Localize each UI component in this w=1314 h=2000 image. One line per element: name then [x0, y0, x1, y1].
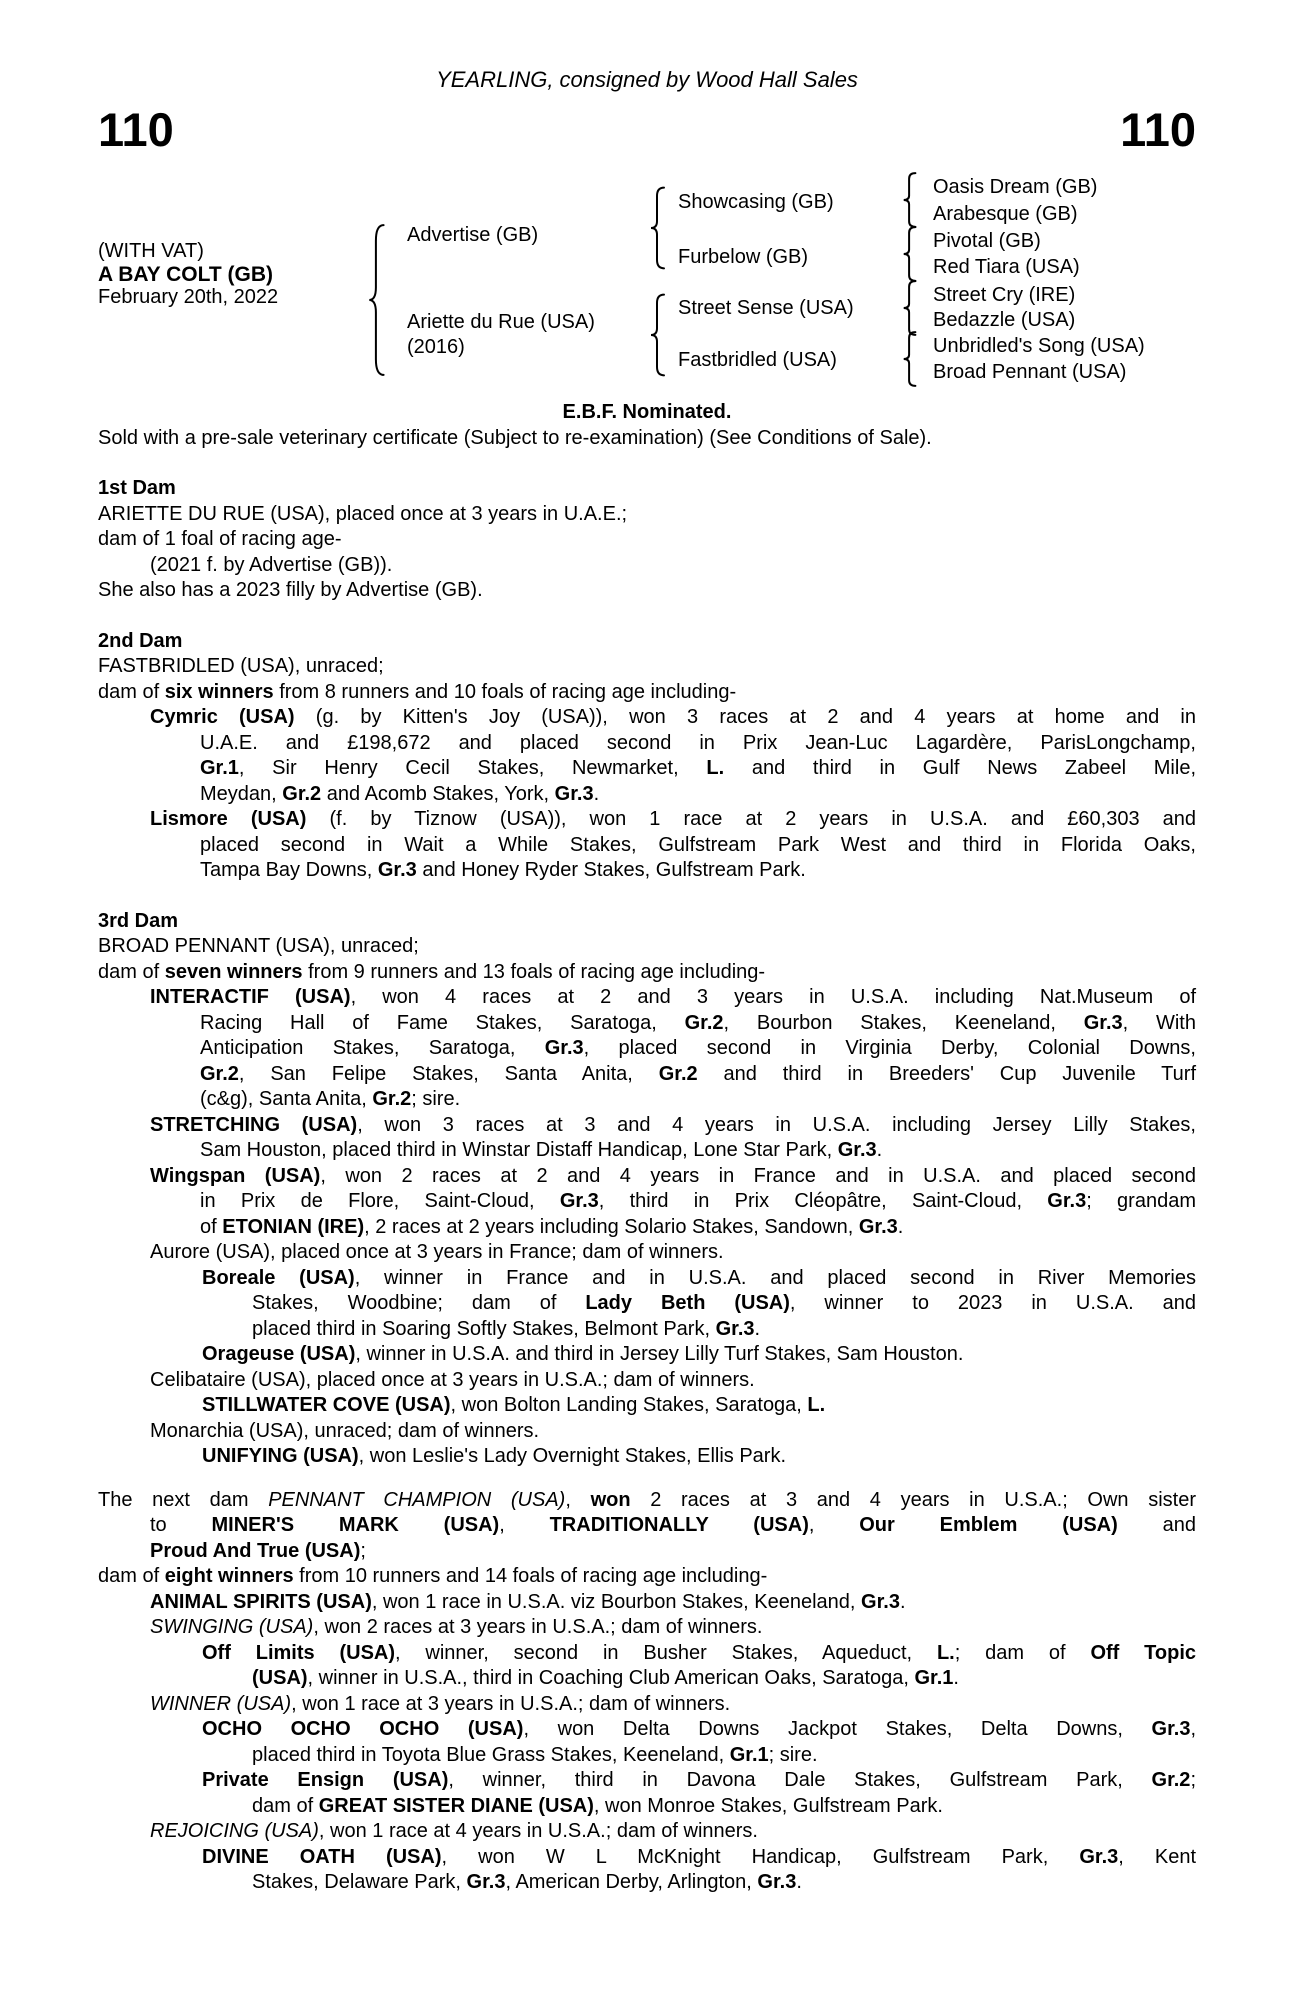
- pedigree-sections: [98, 476, 1196, 1896]
- offspring-winner: WINNER (USA), won 1 race at 3 years in U.S.A.; dam of winners.: [150, 1692, 731, 1715]
- heading-3rd-dam: 3rd Dam: [98, 909, 179, 932]
- colt-foaling-date: February 20th, 2022: [98, 286, 279, 308]
- offspring-ocho-ocho-ocho: OCHO OCHO OCHO (USA), won Delta Downs Jackpot Stakes, Delta Downs, Gr.3, placed third in Toyota Blue Grass Stakes, Keeneland, Gr.1; sire.: [202, 1718, 1197, 1766]
- dam1-produce-intro: dam of 1 foal of racing age-: [98, 528, 342, 550]
- offspring-monarchia: Monarchia (USA), unraced; dam of winners.: [150, 1419, 540, 1442]
- offspring-stillwater-cove: STILLWATER COVE (USA), won Bolton Landing Stakes, Saratoga, L.: [202, 1394, 826, 1416]
- colt-name: A BAY COLT (GB): [98, 263, 274, 286]
- offspring-rejoicing: REJOICING (USA), won 1 race at 4 years in U.S.A.; dam of winners.: [150, 1820, 758, 1842]
- lot-number-right: 110: [1120, 103, 1196, 156]
- dam3-summary: BROAD PENNANT (USA), unraced;: [98, 935, 419, 957]
- offspring-unifying: UNIFYING (USA), won Leslie's Lady Overnight Stakes, Ellis Park.: [202, 1445, 787, 1467]
- next-dam-summary: The next dam PENNANT CHAMPION (USA), won 2 races at 3 and 4 years in U.S.A.; Own sister to MINER'S MARK (USA), TRADITIONALLY (USA), Our Emblem (USA) and Proud And True (USA);: [98, 1488, 1196, 1562]
- catalogue-body: [98, 400, 1196, 1896]
- colt-block: [98, 240, 278, 309]
- pedigree-brace-gp3: [901, 280, 919, 336]
- dam1-summary: ARIETTE DU RUE (USA), placed once at 3 years in U.A.E.;: [98, 502, 628, 525]
- pedigree-brace-gp4: [901, 331, 919, 387]
- pedigree-ggp-7: Unbridled's Song (USA): [933, 335, 1145, 357]
- dam3-produce-intro: dam of seven winners from 9 runners and 13 foals of racing age including-: [98, 960, 766, 983]
- pedigree-granddam-1: Furbelow (GB): [678, 246, 809, 268]
- offspring-divine-oath: DIVINE OATH (USA), won W L McKnight Handicap, Gulfstream Park, Gr.3, Kent Stakes, Delaware Park, Gr.3, American Derby, Arlington, Gr.3.: [202, 1845, 1196, 1893]
- vet-certificate-note: Sold with a pre-sale veterinary certificate (Subject to re-examination) (See Conditions of Sale).: [98, 426, 932, 449]
- offspring-wingspan: Wingspan (USA), won 2 races at 2 and 4 years in France and in U.S.A. and placed second in Prix de Flore, Saint-Cloud, Gr.3, third in Prix Cléopâtre, Saint-Cloud, Gr.3; grandam of ETONIAN (IRE), 2 races at 2 years including Solario Stakes, Sandown, Gr.3.: [150, 1164, 1196, 1238]
- pedigree-sire: Advertise (GB): [407, 224, 539, 246]
- offspring-orageuse: Orageuse (USA), winner in U.S.A. and third in Jersey Lilly Turf Stakes, Sam Houston.: [202, 1343, 964, 1365]
- offspring-lismore: Lismore (USA) (f. by Tiznow (USA)), won 1 race at 2 years in U.S.A. and £60,303 and placed second in Wait a While Stakes, Gulfstream Park West and third in Florida Oaks, Tampa Bay Downs, Gr.3 and Honey Ryder Stakes, Gulfstream Park.: [150, 808, 1196, 881]
- pedigree-ggp-6: Bedazzle (USA): [933, 309, 1076, 331]
- offspring-cymric: Cymric (USA) (g. by Kitten's Joy (USA)), won 3 races at 2 and 4 years at home and in U.A.E. and £198,672 and placed second in Prix Jean-Luc Lagardère, ParisLongchamp, Gr.1, Sir Henry Cecil Stakes, Newmarket, L. and third in Gulf News Zabeel Mile, Meydan, Gr.2 and Acomb Stakes, York, Gr.3.: [150, 706, 1196, 805]
- ebf-nominated-note: E.B.F. Nominated.: [562, 401, 732, 423]
- heading-1st-dam: 1st Dam: [98, 477, 176, 499]
- offspring-boreale: Boreale (USA), winner in France and in U.S.A. and placed second in River Memories Stakes, Woodbine; dam of Lady Beth (USA), winner to 2023 in U.S.A. and placed third in Soaring Softly Stakes, Belmont Park, Gr.3.: [202, 1266, 1196, 1340]
- vat-note: (WITH VAT): [98, 240, 204, 262]
- offspring-aurore: Aurore (USA), placed once at 3 years in France; dam of winners.: [150, 1241, 724, 1263]
- dam2-produce-intro: dam of six winners from 8 runners and 10 foals of racing age including-: [98, 680, 737, 703]
- offspring-animal-spirits: ANIMAL SPIRITS (USA), won 1 race in U.S.A. viz Bourbon Stakes, Keeneland, Gr.3.: [150, 1590, 906, 1613]
- dam2-summary: FASTBRIDLED (USA), unraced;: [98, 655, 384, 677]
- pedigree-brace-gp2: [901, 226, 919, 282]
- offspring-stretching: STRETCHING (USA), won 3 races at 3 and 4 years in U.S.A. including Jersey Lilly Stakes, Sam Houston, placed third in Winstar Distaff Handicap, Lone Star Park, Gr.3.: [150, 1113, 1196, 1161]
- offspring-swinging: SWINGING (USA), won 2 races at 3 years in U.S.A.; dam of winners.: [150, 1616, 763, 1638]
- heading-2nd-dam: 2nd Dam: [98, 629, 183, 652]
- pedigree-ggp-3: Pivotal (GB): [933, 230, 1041, 252]
- dam1-produce-2021: (2021 f. by Advertise (GB)).: [150, 553, 393, 576]
- pedigree-brace-colt: [366, 222, 388, 378]
- next-dam-produce-intro: dam of eight winners from 10 runners and 14 foals of racing age including-: [98, 1565, 768, 1587]
- offspring-private-ensign: Private Ensign (USA), winner, third in Davona Dale Stakes, Gulfstream Park, Gr.2; dam of GREAT SISTER DIANE (USA), won Monroe Stakes, Gulfstream Park.: [202, 1769, 1196, 1817]
- pedigree-granddam-2: Fastbridled (USA): [678, 349, 837, 371]
- dam1-produce-2023: She also has a 2023 filly by Advertise (GB).: [98, 579, 483, 601]
- pedigree-ggp-4: Red Tiara (USA): [933, 256, 1080, 278]
- pedigree-brace-gp1: [901, 172, 919, 228]
- lot-number-left: 110: [98, 103, 174, 156]
- page-title: YEARLING, consigned by Wood Hall Sales: [436, 67, 858, 92]
- offspring-interactif: INTERACTIF (USA), won 4 races at 2 and 3 years in U.S.A. including Nat.Museum of Racing Hall of Fame Stakes, Saratoga, Gr.2, Bourbon Stakes, Keeneland, Gr.3, With Anticipation Stakes, Saratoga, Gr.3, placed second in Virginia Derby, Colonial Downs, Gr.2, San Felipe Stakes, Santa Anita, Gr.2 and third in Breeders' Cup Juvenile Turf (c&g), Santa Anita, Gr.2; sire.: [150, 986, 1196, 1110]
- pedigree-brace-sire: [648, 186, 668, 270]
- pedigree-ggp-8: Broad Pennant (USA): [933, 361, 1127, 383]
- offspring-celibataire: Celibataire (USA), placed once at 3 years in U.S.A.; dam of winners.: [150, 1368, 755, 1391]
- pedigree-grandsire-1: Showcasing (GB): [678, 191, 834, 213]
- pedigree-brace-dam: [648, 293, 668, 377]
- pedigree-ggp-5: Street Cry (IRE): [933, 284, 1076, 306]
- pedigree-grandsire-2: Street Sense (USA): [678, 297, 854, 319]
- pedigree-dam: Ariette du Rue (USA): [407, 311, 595, 333]
- pedigree-dam-year: (2016): [407, 336, 465, 358]
- offspring-off-limits: Off Limits (USA), winner, second in Busher Stakes, Aqueduct, L.; dam of Off Topic (USA), winner in U.S.A., third in Coaching Club American Oaks, Saratoga, Gr.1.: [202, 1641, 1197, 1689]
- pedigree-ggp-1: Oasis Dream (GB): [933, 176, 1098, 198]
- pedigree-ggp-2: Arabesque (GB): [933, 203, 1078, 225]
